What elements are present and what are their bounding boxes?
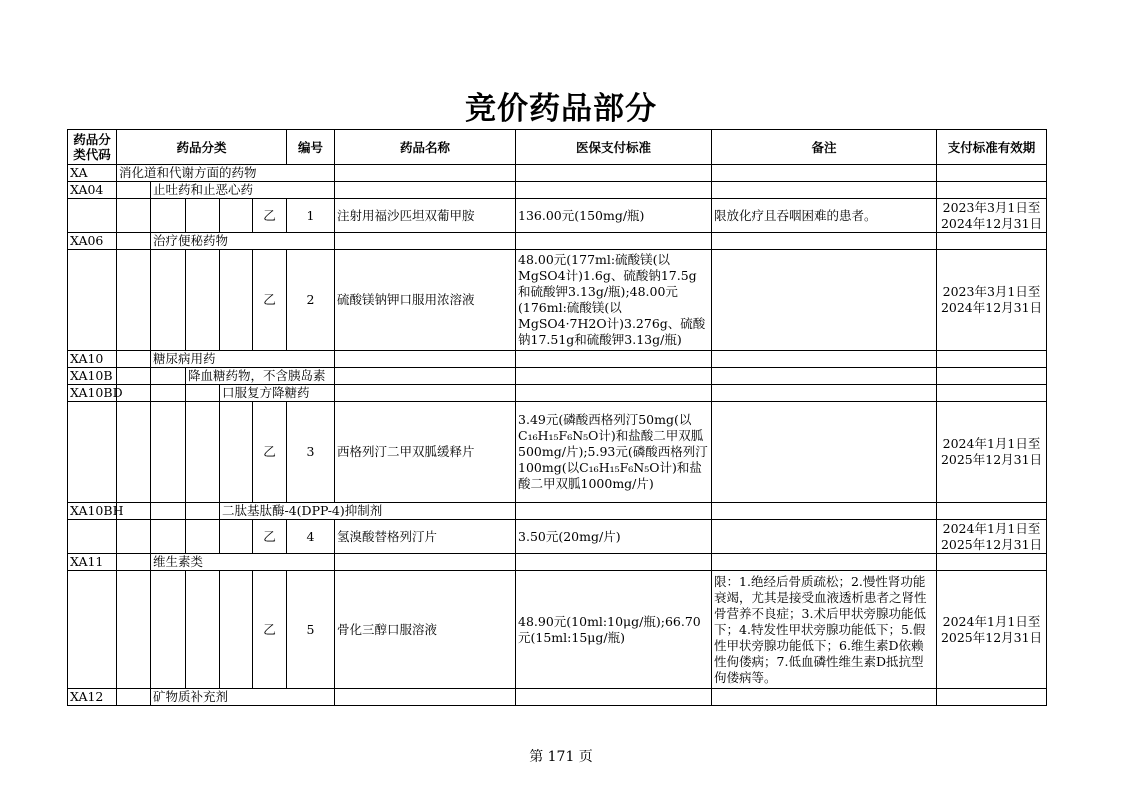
- category-label: 糖尿病用药: [151, 351, 335, 368]
- drug-row: [68, 199, 1047, 233]
- category-row: [68, 554, 1047, 571]
- category-code: XA10: [68, 351, 117, 368]
- category-code: XA: [68, 165, 117, 182]
- drug-name: 硫酸镁钠钾口服用浓溶液: [335, 250, 516, 351]
- grade-cell: 乙: [253, 250, 287, 351]
- category-row: [68, 233, 1047, 250]
- category-label: 二肽基肽酶-4(DPP-4)抑制剂: [220, 503, 516, 520]
- validity-cell: 2024年1月1日至2025年12月31日: [937, 402, 1047, 503]
- number-cell: 4: [287, 520, 335, 554]
- category-row: [68, 165, 1047, 182]
- header-row: [68, 130, 1047, 165]
- validity-cell: 2024年1月1日至2025年12月31日: [937, 520, 1047, 554]
- drug-name: 注射用福沙匹坦双葡甲胺: [335, 199, 516, 233]
- number-cell: 5: [287, 571, 335, 689]
- grade-cell: 乙: [253, 402, 287, 503]
- page-title: 竞价药品部分: [465, 91, 657, 127]
- drug-name: 西格列汀二甲双胍缓释片: [335, 402, 516, 503]
- category-label: 降血糖药物，不含胰岛素: [186, 368, 335, 385]
- category-row: [68, 503, 1047, 520]
- grade-cell: 乙: [253, 520, 287, 554]
- category-code: XA10B: [68, 368, 117, 385]
- category-label: 治疗便秘药物: [151, 233, 335, 250]
- remarks-cell: 限：1.绝经后骨质疏松；2.慢性肾功能衰竭，尤其是接受血液透析患者之肾性骨营养不良症；3.术后甲状旁腺功能低下；4.特发性甲状旁腺功能低下；5.假性甲状旁腺功能低下；6.维生素D依赖性佝偻病；7.低血磷性维生素D抵抗型佝偻病等。: [712, 571, 937, 689]
- payment-standard: 3.50元(20mg/片): [516, 520, 712, 554]
- category-label: 口服复方降糖药: [220, 385, 335, 402]
- grade-cell: 乙: [253, 199, 287, 233]
- category-code: XA04: [68, 182, 117, 199]
- remarks-cell: [712, 402, 937, 503]
- category-code: XA12: [68, 689, 117, 706]
- page-number: 第 171 页: [529, 749, 593, 765]
- category-row: [68, 689, 1047, 706]
- payment-standard: 3.49元(磷酸西格列汀50mg(以C₁₆H₁₅F₆N₅O计)和盐酸二甲双胍500mg/片);5.93元(磷酸西格列汀100mg(以C₁₆H₁₅F₆N₅O计)和盐酸二甲双胍1000mg/片): [516, 402, 712, 503]
- drug-row: [68, 250, 1047, 351]
- category-code: XA10BD: [68, 385, 117, 402]
- validity-cell: 2023年3月1日至2024年12月31日: [937, 199, 1047, 233]
- drug-row: [68, 520, 1047, 554]
- number-cell: 3: [287, 402, 335, 503]
- remarks-cell: [712, 520, 937, 554]
- category-code: XA10BH: [68, 503, 117, 520]
- header-remarks: 备注: [712, 130, 937, 165]
- drug-name: 氢溴酸替格列汀片: [335, 520, 516, 554]
- drug-name: 骨化三醇口服溶液: [335, 571, 516, 689]
- payment-standard: 48.00元(177ml:硫酸镁(以MgSO4计)1.6g、硫酸钠17.5g和硫酸钾3.13g/瓶);48.00元(176ml:硫酸镁(以MgSO4·7H2O计)3.276g、硫酸钠17.51g和硫酸钾3.13g/瓶): [516, 250, 712, 351]
- category-label: 矿物质补充剂: [151, 689, 335, 706]
- category-row: [68, 385, 1047, 402]
- header-category: 药品分类: [117, 130, 287, 165]
- header-validity: 支付标准有效期: [937, 130, 1047, 165]
- category-code: XA06: [68, 233, 117, 250]
- category-label: 止吐药和止恶心药: [151, 182, 335, 199]
- number-cell: 1: [287, 199, 335, 233]
- category-row: [68, 368, 1047, 385]
- header-name: 药品名称: [335, 130, 516, 165]
- category-label: 消化道和代谢方面的药物: [117, 165, 335, 182]
- category-row: [68, 182, 1047, 199]
- header-number: 编号: [287, 130, 335, 165]
- header-standard: 医保支付标准: [516, 130, 712, 165]
- payment-standard: 136.00元(150mg/瓶): [516, 199, 712, 233]
- validity-cell: 2023年3月1日至2024年12月31日: [937, 250, 1047, 351]
- drug-table: [67, 129, 1047, 706]
- header-code: 药品分类代码: [68, 130, 117, 165]
- category-row: [68, 351, 1047, 368]
- remarks-cell: 限放化疗且吞咽困难的患者。: [712, 199, 937, 233]
- category-code: XA11: [68, 554, 117, 571]
- grade-cell: 乙: [253, 571, 287, 689]
- number-cell: 2: [287, 250, 335, 351]
- drug-row: [68, 402, 1047, 503]
- remarks-cell: [712, 250, 937, 351]
- validity-cell: 2024年1月1日至2025年12月31日: [937, 571, 1047, 689]
- category-label: 维生素类: [151, 554, 335, 571]
- payment-standard: 48.90元(10ml:10μg/瓶);66.70元(15ml:15μg/瓶): [516, 571, 712, 689]
- drug-row: [68, 571, 1047, 689]
